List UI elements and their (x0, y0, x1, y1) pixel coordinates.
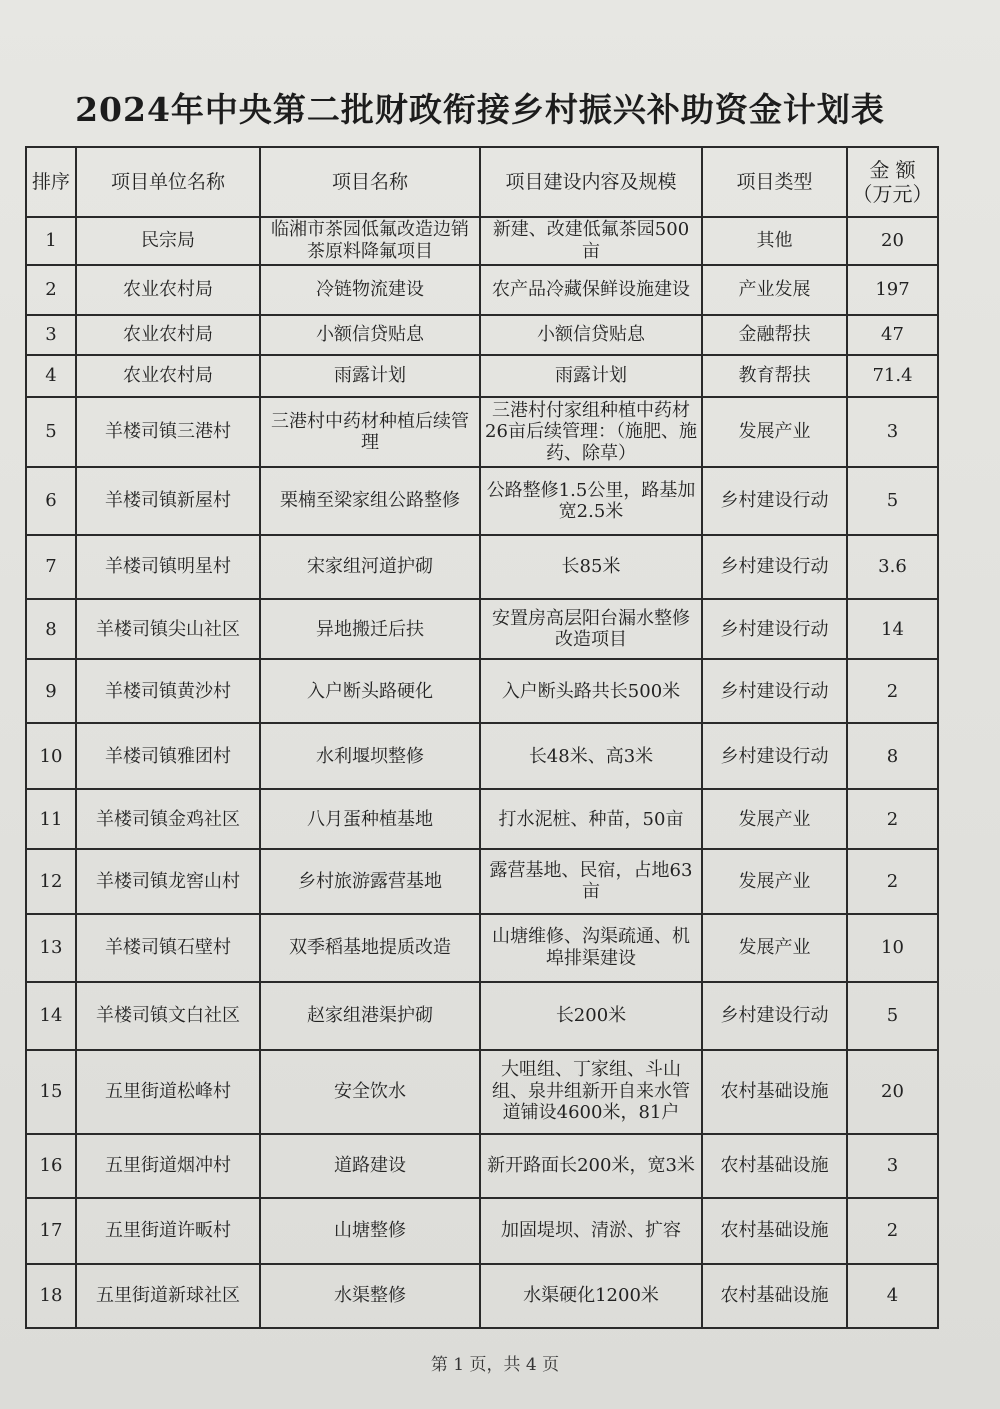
project-amount: 5 (847, 982, 938, 1050)
project-unit: 羊楼司镇石壁村 (76, 914, 260, 982)
project-unit: 羊楼司镇黄沙村 (76, 659, 260, 723)
project-content: 雨露计划 (480, 355, 702, 397)
project-name: 异地搬迁后扶 (260, 599, 480, 659)
project-unit: 农业农村局 (76, 265, 260, 315)
table-row (26, 723, 938, 789)
project-type: 乡村建设行动 (702, 723, 847, 789)
project-unit: 羊楼司镇尖山社区 (76, 599, 260, 659)
project-content: 加固堤坝、清淤、扩容 (480, 1198, 702, 1264)
project-content: 长85米 (480, 535, 702, 599)
project-amount: 2 (847, 849, 938, 913)
table-row (26, 849, 938, 913)
project-name: 小额信贷贴息 (260, 315, 480, 355)
project-content: 小额信贷贴息 (480, 315, 702, 355)
table-row (26, 599, 938, 659)
table-row (26, 535, 938, 599)
project-content: 山塘维修、沟渠疏通、机埠排渠建设 (480, 914, 702, 982)
project-amount: 14 (847, 599, 938, 659)
document-title: 2024年中央第二批财政衔接乡村振兴补助资金计划表 (75, 90, 885, 129)
project-unit: 羊楼司镇雅团村 (76, 723, 260, 789)
project-type: 产业发展 (702, 265, 847, 315)
project-name: 山塘整修 (260, 1198, 480, 1264)
row-number: 16 (26, 1134, 76, 1198)
row-number: 3 (26, 315, 76, 355)
table-row (26, 467, 938, 535)
project-name: 栗楠至梁家组公路整修 (260, 467, 480, 535)
row-number: 5 (26, 397, 76, 467)
project-unit: 羊楼司镇龙窖山村 (76, 849, 260, 913)
project-type: 发展产业 (702, 914, 847, 982)
header-amount: 金 额 （万元） (847, 147, 938, 217)
row-number: 4 (26, 355, 76, 397)
project-name: 冷链物流建设 (260, 265, 480, 315)
project-content: 新开路面长200米，宽3米 (480, 1134, 702, 1198)
table-row (26, 1050, 938, 1134)
row-number: 8 (26, 599, 76, 659)
row-number: 10 (26, 723, 76, 789)
table-row (26, 789, 938, 849)
project-type: 金融帮扶 (702, 315, 847, 355)
project-name: 临湘市茶园低氟改造边销茶原料降氟项目 (260, 217, 480, 265)
project-type: 乡村建设行动 (702, 982, 847, 1050)
project-content: 露营基地、民宿，占地63亩 (480, 849, 702, 913)
header-no: 排序 (26, 147, 76, 217)
project-amount: 4 (847, 1264, 938, 1328)
project-unit: 羊楼司镇金鸡社区 (76, 789, 260, 849)
project-type: 农村基础设施 (702, 1198, 847, 1264)
project-content: 农产品冷藏保鲜设施建设 (480, 265, 702, 315)
project-content: 水渠硬化1200米 (480, 1264, 702, 1328)
row-number: 17 (26, 1198, 76, 1264)
project-name: 安全饮水 (260, 1050, 480, 1134)
table-row (26, 1198, 938, 1264)
project-type: 发展产业 (702, 849, 847, 913)
project-content: 大咀组、丁家组、斗山组、泉井组新开自来水管道铺设4600米，81户 (480, 1050, 702, 1134)
project-unit: 羊楼司镇明星村 (76, 535, 260, 599)
header-project-name: 项目名称 (260, 147, 480, 217)
row-number: 15 (26, 1050, 76, 1134)
project-type: 教育帮扶 (702, 355, 847, 397)
row-number: 7 (26, 535, 76, 599)
project-type: 乡村建设行动 (702, 535, 847, 599)
project-type: 乡村建设行动 (702, 599, 847, 659)
row-number: 6 (26, 467, 76, 535)
project-name: 三港村中药材种植后续管理 (260, 397, 480, 467)
row-number: 9 (26, 659, 76, 723)
project-content: 安置房高层阳台漏水整修改造项目 (480, 599, 702, 659)
table-row (26, 982, 938, 1050)
table-row (26, 914, 938, 982)
project-unit: 羊楼司镇文白社区 (76, 982, 260, 1050)
project-content: 新建、改建低氟茶园500亩 (480, 217, 702, 265)
header-type: 项目类型 (702, 147, 847, 217)
table-row (26, 355, 938, 397)
project-amount: 10 (847, 914, 938, 982)
project-content: 三港村付家组种植中药材26亩后续管理：（施肥、施药、除草） (480, 397, 702, 467)
project-content: 打水泥桩、种苗，50亩 (480, 789, 702, 849)
project-type: 农村基础设施 (702, 1050, 847, 1134)
table-row (26, 1134, 938, 1198)
project-content: 长48米、高3米 (480, 723, 702, 789)
header-content: 项目建设内容及规模 (480, 147, 702, 217)
project-amount: 71.4 (847, 355, 938, 397)
project-amount: 3.6 (847, 535, 938, 599)
project-content: 公路整修1.5公里，路基加宽2.5米 (480, 467, 702, 535)
project-name: 入户断头路硬化 (260, 659, 480, 723)
project-type: 发展产业 (702, 397, 847, 467)
project-amount: 20 (847, 1050, 938, 1134)
project-unit: 羊楼司镇三港村 (76, 397, 260, 467)
project-unit: 五里街道烟冲村 (76, 1134, 260, 1198)
project-type: 农村基础设施 (702, 1134, 847, 1198)
project-content: 入户断头路共长500米 (480, 659, 702, 723)
project-type: 乡村建设行动 (702, 659, 847, 723)
project-name: 雨露计划 (260, 355, 480, 397)
project-content: 长200米 (480, 982, 702, 1050)
table-row (26, 397, 938, 467)
row-number: 13 (26, 914, 76, 982)
project-amount: 3 (847, 1134, 938, 1198)
table-row (26, 217, 938, 265)
project-name: 八月蛋种植基地 (260, 789, 480, 849)
table-row (26, 1264, 938, 1328)
project-unit: 五里街道新球社区 (76, 1264, 260, 1328)
project-type: 乡村建设行动 (702, 467, 847, 535)
row-number: 11 (26, 789, 76, 849)
row-number: 1 (26, 217, 76, 265)
project-type: 发展产业 (702, 789, 847, 849)
project-amount: 20 (847, 217, 938, 265)
project-unit: 五里街道许畈村 (76, 1198, 260, 1264)
project-name: 道路建设 (260, 1134, 480, 1198)
project-amount: 2 (847, 1198, 938, 1264)
row-number: 14 (26, 982, 76, 1050)
project-unit: 五里街道松峰村 (76, 1050, 260, 1134)
project-type: 其他 (702, 217, 847, 265)
row-number: 18 (26, 1264, 76, 1328)
project-amount: 2 (847, 659, 938, 723)
project-unit: 民宗局 (76, 217, 260, 265)
project-amount: 2 (847, 789, 938, 849)
project-name: 赵家组港渠护砌 (260, 982, 480, 1050)
page-number: 第 1 页，共 4 页 (430, 1355, 560, 1375)
row-number: 12 (26, 849, 76, 913)
project-name: 乡村旅游露营基地 (260, 849, 480, 913)
project-amount: 5 (847, 467, 938, 535)
project-unit: 农业农村局 (76, 355, 260, 397)
project-name: 双季稻基地提质改造 (260, 914, 480, 982)
project-amount: 8 (847, 723, 938, 789)
table-header-row (26, 147, 938, 217)
project-amount: 3 (847, 397, 938, 467)
project-amount: 197 (847, 265, 938, 315)
project-type: 农村基础设施 (702, 1264, 847, 1328)
header-unit: 项目单位名称 (76, 147, 260, 217)
project-unit: 农业农村局 (76, 315, 260, 355)
project-name: 水利堰坝整修 (260, 723, 480, 789)
project-unit: 羊楼司镇新屋村 (76, 467, 260, 535)
funding-plan-table (25, 146, 939, 1329)
table-row (26, 265, 938, 315)
row-number: 2 (26, 265, 76, 315)
project-name: 水渠整修 (260, 1264, 480, 1328)
project-amount: 47 (847, 315, 938, 355)
table-row (26, 315, 938, 355)
table-row (26, 659, 938, 723)
project-name: 宋家组河道护砌 (260, 535, 480, 599)
